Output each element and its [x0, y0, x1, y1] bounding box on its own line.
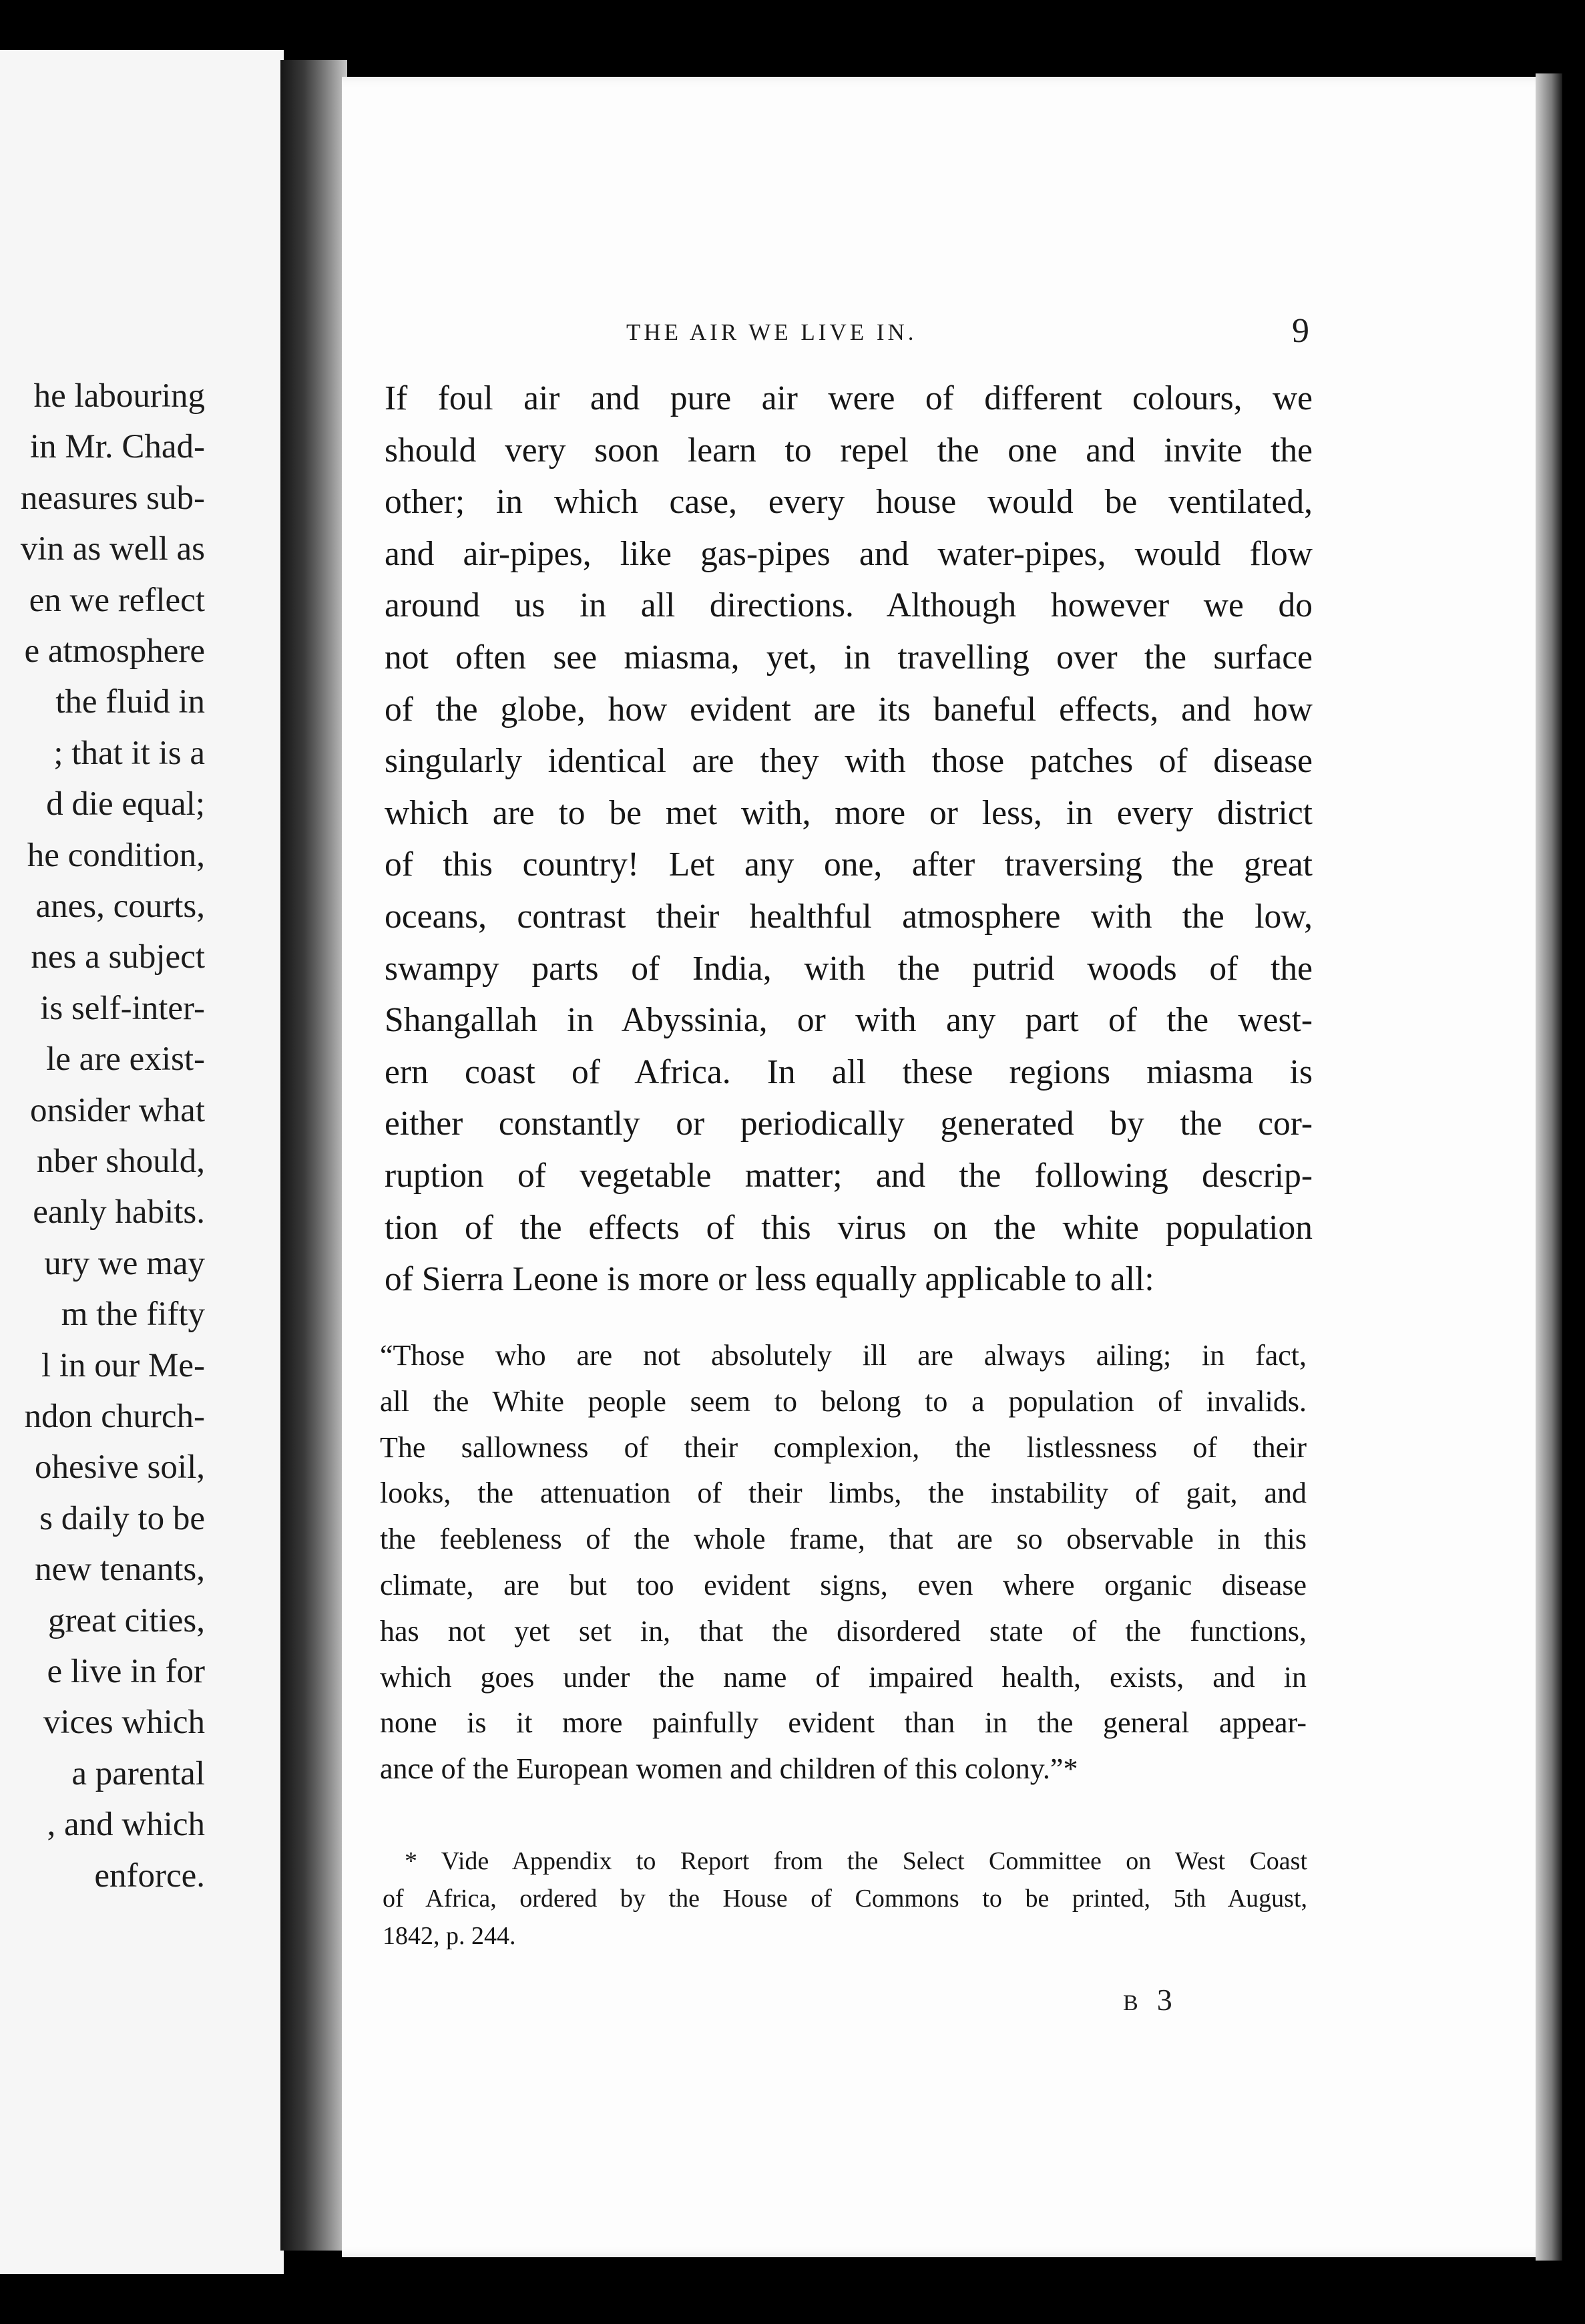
- previous-page-line: a parental: [71, 1754, 205, 1792]
- previous-page-line: eanly habits.: [33, 1193, 205, 1231]
- footnote-line: 1842, p. 244.: [383, 1922, 516, 1950]
- previous-page-line: d die equal;: [46, 785, 205, 823]
- previous-page-line: ; that it is a: [53, 734, 205, 772]
- body-line: should very soon learn to repel the one and invite the: [385, 431, 1313, 469]
- footnote-line: of Africa, ordered by the House of Commons to be printed, 5th August,: [383, 1885, 1307, 1913]
- quote-line: “Those who are not absolutely ill are always ailing; in fact,: [380, 1339, 1307, 1372]
- body-line: other; in which case, every house would be ventilated,: [385, 483, 1313, 522]
- quote-line: has not yet set in, that the disordered state of the functions,: [380, 1614, 1307, 1648]
- body-line: oceans, contrast their healthful atmosphere with the low,: [385, 898, 1313, 936]
- signature-letter: B: [1123, 1991, 1140, 2015]
- body-line: swampy parts of India, with the putrid woods of the: [385, 949, 1313, 988]
- quote-line: the feebleness of the whole frame, that are so observable in this: [380, 1523, 1307, 1556]
- previous-page-line: l in our Me-: [41, 1346, 205, 1384]
- quote-line: none is it more painfully evident than in the general appear-: [380, 1706, 1307, 1740]
- previous-page-line: s daily to be: [39, 1499, 205, 1537]
- body-line: not often see miasma, yet, in travelling over the surface: [385, 638, 1313, 676]
- page-number: 9: [1292, 312, 1309, 350]
- body-line: Shangallah in Abyssinia, or with any part of the west-: [385, 1001, 1313, 1040]
- quote-line: which goes under the name of impaired health, exists, and in: [380, 1660, 1307, 1694]
- running-head: THE AIR WE LIVE IN.: [626, 319, 917, 345]
- body-line: of Sierra Leone is more or less equally applicable to all:: [385, 1260, 1154, 1299]
- body-line: If foul air and pure air were of different colours, we: [385, 379, 1313, 417]
- body-line: ruption of vegetable matter; and the following descrip-: [385, 1157, 1313, 1195]
- previous-page-line: m the fifty: [61, 1296, 205, 1334]
- previous-page-line: nes a subject: [31, 938, 205, 976]
- footnote-line: * Vide Appendix to Report from the Select Committee on West Coast: [405, 1847, 1307, 1875]
- signature-number: 3: [1156, 1983, 1172, 2017]
- quote-line: all the White people seem to belong to a population of invalids.: [380, 1384, 1307, 1418]
- previous-page-line: he labouring: [33, 377, 205, 415]
- page-edge-shadow: [1536, 73, 1562, 2261]
- body-line: singularly identical are they with those patches of disease: [385, 742, 1313, 781]
- body-line: around us in all directions. Although however we do: [385, 586, 1313, 625]
- signature-mark: [1123, 1982, 1172, 2017]
- previous-page-line: he condition,: [27, 836, 205, 874]
- quote-line: The sallowness of their complexion, the listlessness of their: [380, 1430, 1307, 1464]
- body-line: of this country! Let any one, after traversing the great: [385, 845, 1313, 884]
- previous-page-line: vin as well as: [20, 530, 205, 568]
- book-gutter: [280, 60, 347, 2251]
- body-line: which are to be met with, more or less, in every district: [385, 793, 1313, 832]
- previous-page-line: nber should,: [36, 1143, 205, 1180]
- previous-page-line: great cities,: [47, 1601, 205, 1639]
- quote-line: ance of the European women and children of this colony.”*: [380, 1752, 1078, 1786]
- body-line: and air-pipes, like gas-pipes and water-pipes, would flow: [385, 534, 1313, 573]
- previous-page-line: ury we may: [44, 1244, 205, 1282]
- previous-page-line: onsider what: [29, 1091, 205, 1129]
- previous-page-line: is self-inter-: [40, 989, 205, 1027]
- previous-page-line: ndon church-: [24, 1398, 205, 1435]
- body-line: tion of the effects of this virus on the white population: [385, 1208, 1313, 1247]
- body-line: either constantly or periodically generated by the cor-: [385, 1105, 1313, 1143]
- previous-page-line: anes, courts,: [35, 888, 205, 925]
- quote-line: climate, are but too evident signs, even where organic disease: [380, 1569, 1307, 1601]
- body-line: of the globe, how evident are its baneful effects, and how: [385, 690, 1313, 729]
- previous-page-line: the fluid in: [55, 683, 205, 721]
- previous-page-line: en we reflect: [29, 581, 205, 619]
- previous-page-line: neasures sub-: [20, 479, 205, 517]
- body-line: ern coast of Africa. In all these regions miasma is: [385, 1052, 1313, 1091]
- previous-page-line: in Mr. Chad-: [29, 428, 205, 466]
- previous-page-fragment: [0, 50, 284, 2274]
- previous-page-line: vices which: [43, 1704, 205, 1742]
- previous-page-line: new tenants,: [35, 1551, 205, 1589]
- quote-line: looks, the attenuation of their limbs, the instability of gait, and: [380, 1477, 1307, 1510]
- previous-page-line: e atmosphere: [24, 632, 205, 670]
- previous-page-line: le are exist-: [46, 1040, 205, 1079]
- previous-page-line: e live in for: [47, 1653, 205, 1690]
- previous-page-line: ohesive soil,: [35, 1448, 205, 1487]
- previous-page-line: enforce.: [94, 1857, 205, 1895]
- previous-page-line: , and which: [47, 1806, 205, 1844]
